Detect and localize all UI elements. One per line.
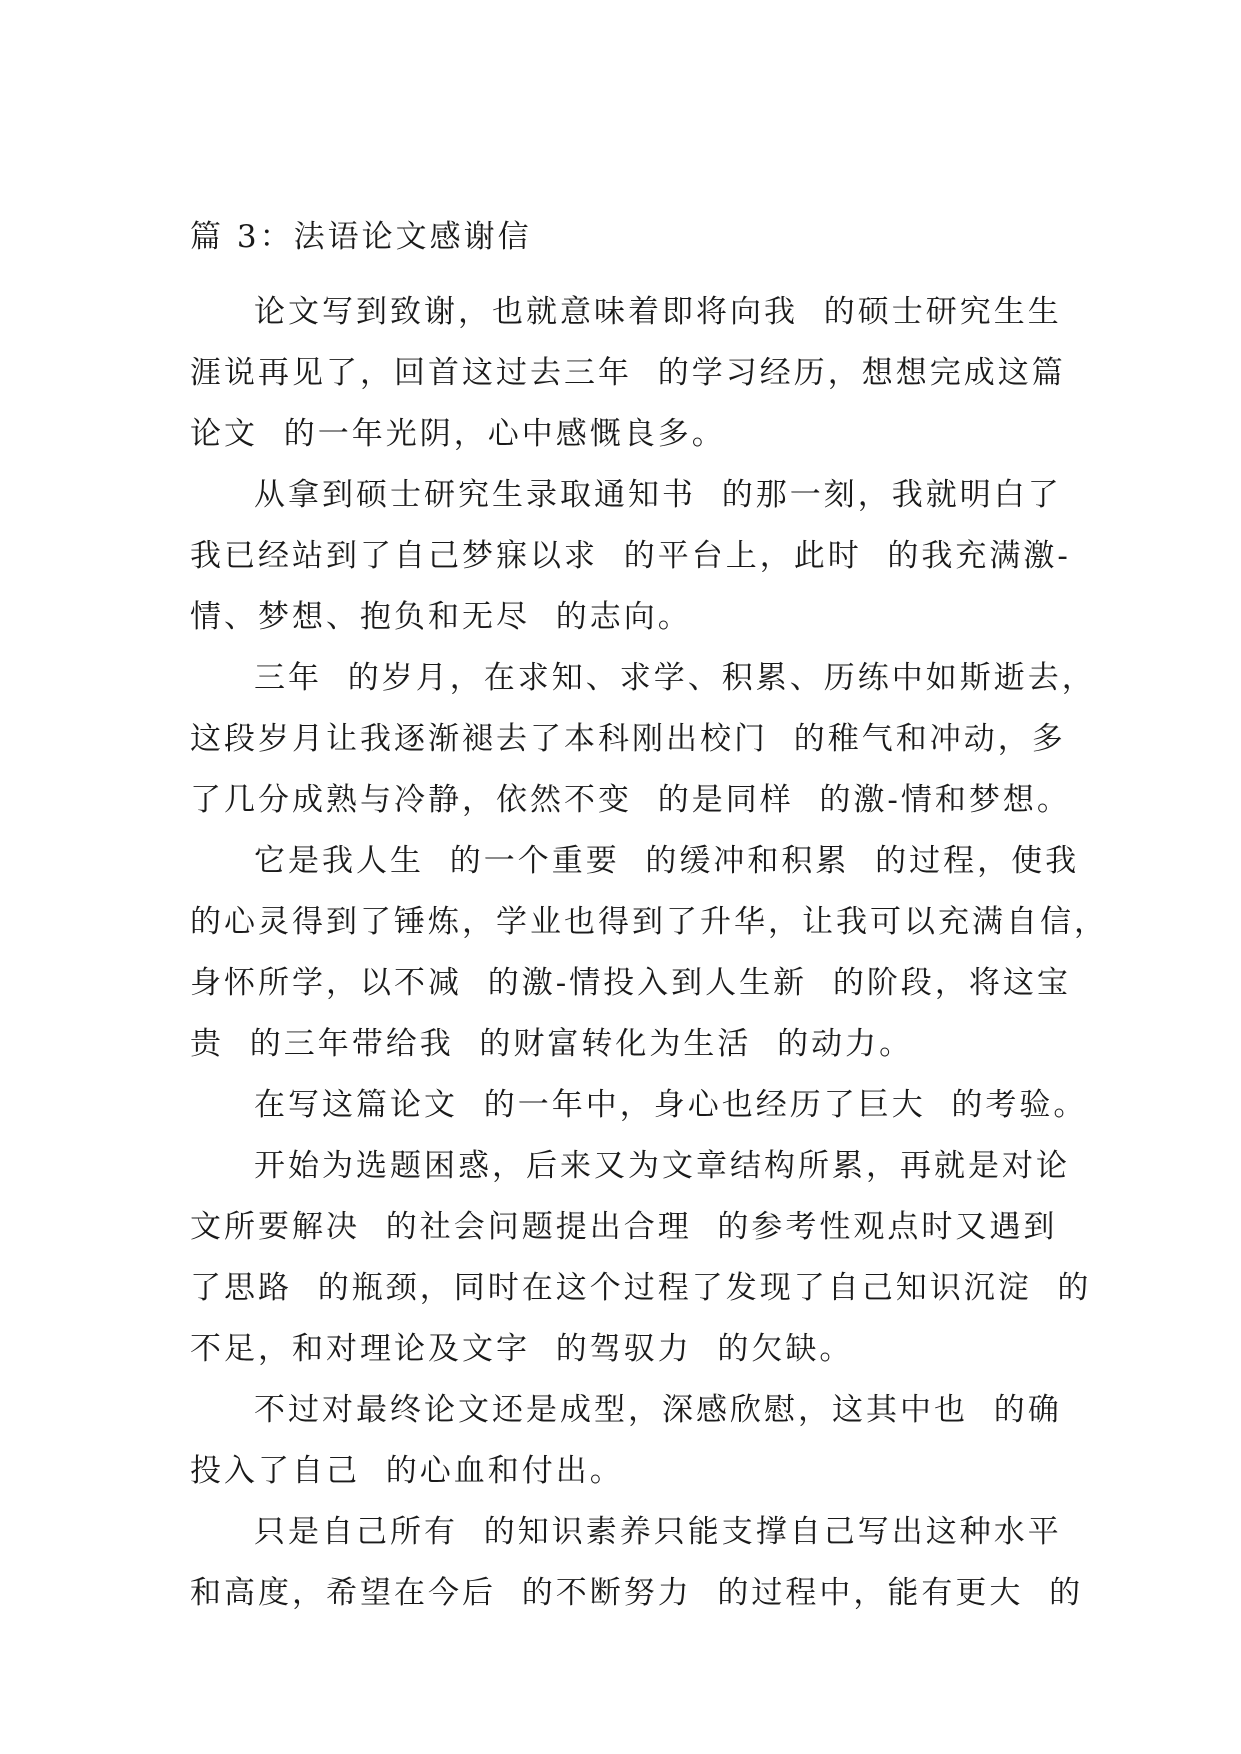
paragraph-6	[190, 1136, 1092, 1380]
paragraph-line: 这段岁月让我逐渐褪去了本科刚出校门 的稚气和冲动，多	[190, 721, 1066, 757]
paragraph-line: 投入了自己 的心血和付出。	[190, 1453, 624, 1489]
paragraph-line: 三年 的岁月，在求知、求学、积累、历练中如斯逝去，	[254, 660, 1096, 696]
paragraph-line: 在写这篇论文 的一年中，身心也经历了巨大 的考验。	[254, 1087, 1088, 1123]
document-body	[190, 219, 1108, 1624]
paragraph-line: 涯说再见了，回首这过去三年 的学习经历，想想完成这篇	[190, 355, 1066, 391]
paragraph-line: 的心灵得到了锤炼，学业也得到了升华，让我可以充满自信，	[190, 904, 1108, 940]
paragraph-5	[190, 1075, 1088, 1136]
paragraph-line: 情、梦想、抱负和无尽 的志向。	[190, 599, 692, 635]
paragraph-line: 身怀所学，以不减 的激-情投入到人生新 的阶段，将这宝	[190, 965, 1071, 1001]
paragraph-8	[190, 1502, 1084, 1624]
paragraph-line: 只是自己所有 的知识素养只能支撑自己写出这种水平	[254, 1514, 1062, 1550]
paragraph-line: 了思路 的瓶颈，同时在这个过程了发现了自己知识沉淀 的	[190, 1270, 1092, 1306]
paragraph-line: 和高度，希望在今后 的不断努力 的过程中，能有更大 的	[190, 1575, 1084, 1611]
paragraph-line: 开始为选题困惑，后来又为文章结构所累，再就是对论	[254, 1148, 1070, 1184]
paragraph-3	[190, 648, 1096, 831]
paragraph-4	[190, 831, 1108, 1075]
paragraph-2	[190, 465, 1070, 648]
paragraph-line: 了几分成熟与冷静，依然不变 的是同样 的激-情和梦想。	[190, 782, 1071, 818]
paragraph-line: 从拿到硕士研究生录取通知书 的那一刻，我就明白了	[254, 477, 1062, 513]
paragraph-line: 我已经站到了自己梦寐以求 的平台上，此时 的我充满激-	[190, 538, 1071, 574]
paragraph-line: 不过对最终论文还是成型，深感欣慰，这其中也 的确	[254, 1392, 1062, 1428]
document-title: 篇 3：法语论文感谢信	[190, 219, 532, 255]
paragraph-1	[190, 282, 1070, 465]
paragraph-7	[190, 1380, 1070, 1502]
paragraph-line: 论文 的一年光阴，心中感慨良多。	[190, 416, 726, 452]
paragraph-line: 不足，和对理论及文字 的驾驭力 的欠缺。	[190, 1331, 854, 1367]
paragraph-line: 它是我人生 的一个重要 的缓冲和积累 的过程，使我	[254, 843, 1080, 879]
paragraph-line: 文所要解决 的社会问题提出合理 的参考性观点时又遇到	[190, 1209, 1058, 1245]
paragraph-line: 论文写到致谢，也就意味着即将向我 的硕士研究生生	[254, 294, 1062, 330]
paragraph-line: 贵 的三年带给我 的财富转化为生活 的动力。	[190, 1026, 914, 1062]
